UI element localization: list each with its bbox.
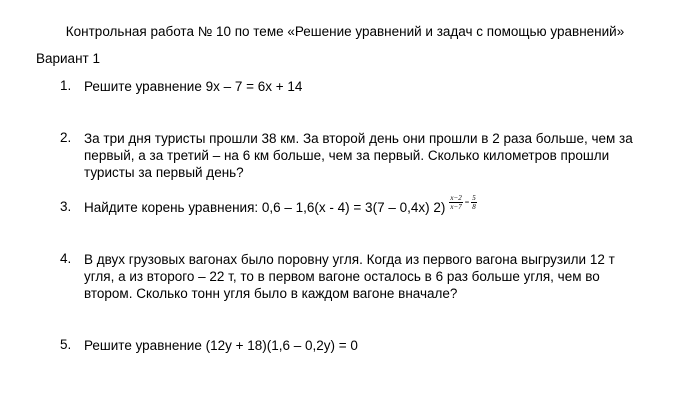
task-4-line-1: В двух грузовых вагонах было поровну угля. Когда из первого вагона выгрузили 12 т bbox=[84, 252, 615, 267]
task-number: 2. bbox=[60, 130, 72, 145]
fraction-left-numerator: x−2 bbox=[450, 194, 462, 203]
fraction-right bbox=[471, 194, 477, 211]
task-number: 3. bbox=[60, 199, 72, 214]
task-2-line-1: За три дня туристы прошли 38 км. За второй день они прошли в 2 раза больше, чем за bbox=[84, 131, 633, 146]
equals-sign: = bbox=[464, 198, 470, 208]
equation-fraction bbox=[449, 193, 476, 211]
task-4 bbox=[60, 251, 660, 302]
task-2 bbox=[60, 130, 660, 181]
task-3-text: Найдите корень уравнения: 0,6 – 1,6(х - 4) = 3(7 – 0,4х) 2) bbox=[84, 200, 446, 215]
task-2-line-3: туристы за первый день? bbox=[84, 165, 244, 180]
task-5-line: Решите уравнение (12у + 18)(1,6 – 0,2у) = 0 bbox=[84, 338, 358, 353]
task-4-line-3: втором. Сколько тонн угля было в каждом вагоне вначале? bbox=[84, 286, 458, 301]
task-number: 1. bbox=[60, 78, 72, 93]
task-1-line: Решите уравнение 9х – 7 = 6х + 14 bbox=[84, 79, 303, 94]
variant-label: Вариант 1 bbox=[36, 51, 100, 66]
task-1 bbox=[60, 78, 660, 95]
task-number: 4. bbox=[60, 251, 72, 266]
document-title: Контрольная работа № 10 по теме «Решение уравнений и задач с помощью уравнений» bbox=[65, 24, 625, 39]
task-4-line-2: угля, а из второго – 22 т, то в первом вагоне осталось в 6 раз больше угля, чем во bbox=[84, 269, 600, 284]
fraction-right-denominator: 8 bbox=[472, 203, 476, 212]
fraction-left bbox=[449, 194, 462, 211]
task-2-line-2: первый, а за третий – на 6 км больше, чем за первый. Сколько километров прошли bbox=[84, 148, 610, 163]
fraction-right-numerator: 5 bbox=[472, 194, 476, 203]
task-3 bbox=[60, 194, 660, 217]
task-number: 5. bbox=[60, 337, 72, 352]
fraction-left-denominator: x−7 bbox=[450, 203, 462, 212]
task-5 bbox=[60, 337, 660, 354]
